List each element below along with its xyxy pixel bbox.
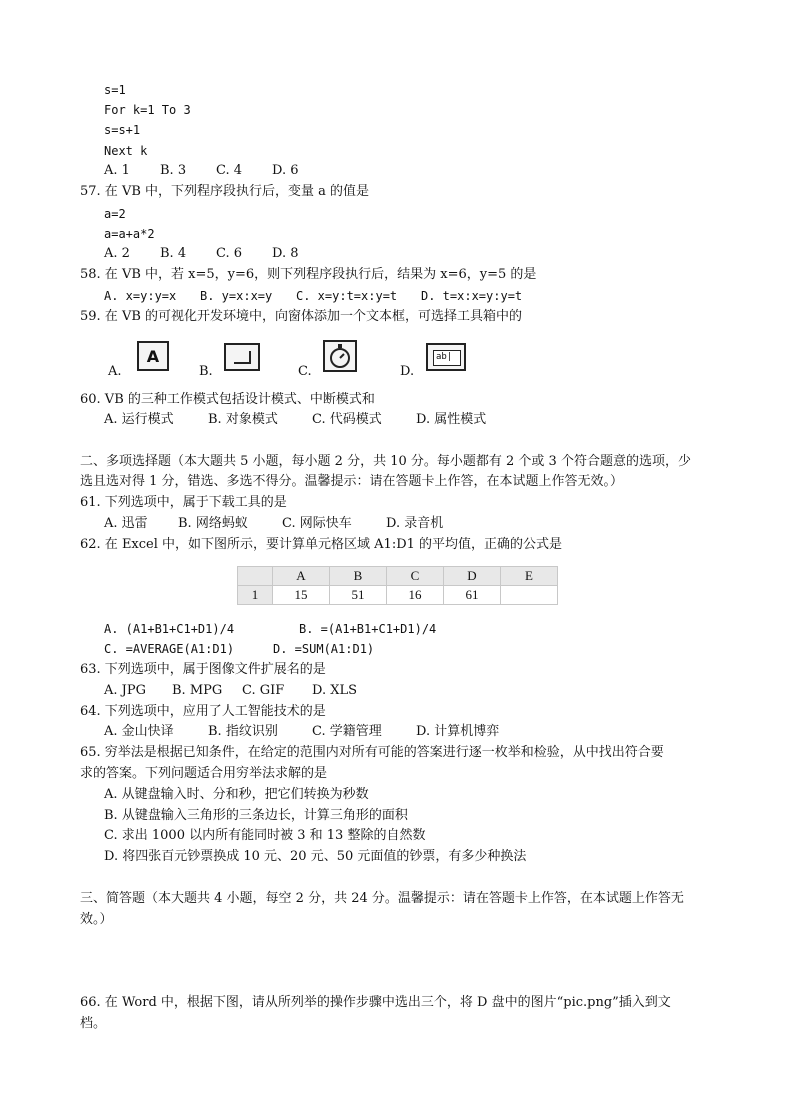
question-stem: 61. 下列选项中，属于下载工具的是 [80, 495, 287, 510]
section-header: 效。） [80, 912, 113, 927]
option: B. 3 [160, 163, 187, 178]
label-tool-icon [137, 341, 169, 371]
section-header: 三、简答题（本大题共 4 小题，每空 2 分，共 24 分。温馨提示：请在答题卡上作答，在本试题上作答无 [80, 891, 684, 906]
excel-col-header: B [330, 567, 387, 586]
q57-options [104, 245, 299, 263]
option: C. 4 [216, 163, 243, 178]
option: C. 6 [216, 246, 243, 261]
q58-options [104, 287, 522, 305]
question-stem: 62. 在 Excel 中，如下图所示，要计算单元格区域 A1:D1 的平均值，正确的公式是 [80, 537, 563, 552]
option: B. 从键盘输入三角形的三条边长，计算三角形的面积 [104, 808, 408, 823]
question-stem: 64. 下列选项中，应用了人工智能技术的是 [80, 704, 326, 719]
code-line: a=2 [104, 207, 126, 221]
excel-header-row [238, 567, 558, 586]
option: B. 对象模式 [208, 412, 278, 427]
excel-row [238, 586, 558, 605]
section-header: 选且选对得 1 分，错选、多选不得分。温馨提示：请在答题卡上作答，在本试题上作答无效。） [80, 474, 624, 489]
option: D. XLS [312, 683, 358, 698]
option: A. 1 [104, 163, 130, 178]
option: C. 求出 1000 以内所有能同时被 3 和 13 整除的自然数 [104, 828, 426, 843]
option: A. x=y:y=x [104, 289, 177, 303]
code-line: s=1 [104, 83, 126, 97]
question-stem: 65. 穷举法是根据已知条件，在给定的范围内对所有可能的答案进行逐一枚举和检验，从中找出符合要 [80, 745, 664, 760]
option: B. 4 [160, 246, 187, 261]
excel-row-header: 1 [238, 586, 273, 605]
option: D. 将四张百元钞票换成 10 元、20 元、50 元面值的钞票，有多少种换法 [104, 849, 527, 864]
option: A. (A1+B1+C1+D1)/4 [104, 622, 235, 636]
option: C. x=y:t=x:y=t [296, 289, 398, 303]
option: A. 运行模式 [104, 412, 174, 427]
excel-grid [237, 566, 558, 605]
question-stem: 58. 在 VB 中，若 x=5，y=6，则下列程序段执行后，结果为 x=6，y=5 的是 [80, 267, 537, 282]
excel-cell: 61 [444, 586, 501, 605]
option: B. 指纹识别 [208, 724, 278, 739]
option: C. =AVERAGE(A1:D1) [104, 642, 235, 656]
question-stem: 57. 在 VB 中，下列程序段执行后，变量 a 的值是 [80, 184, 370, 199]
excel-col-header: C [387, 567, 444, 586]
option: C. GIF [242, 683, 285, 698]
question-stem: 60. VB 的三种工作模式包括设计模式、中断模式和 [80, 392, 375, 407]
option: A. 从键盘输入时、分和秒，把它们转换为秒数 [104, 787, 369, 802]
excel-cell: 51 [330, 586, 387, 605]
section-header: 二、多项选择题（本大题共 5 小题，每小题 2 分，共 10 分。每小题都有 2 个或 3 个符合题意的选项，少 [80, 454, 691, 469]
option: B. MPG [172, 683, 223, 698]
option: D. 计算机博弈 [416, 724, 500, 739]
question-stem: 59. 在 VB 的可视化开发环境中，向窗体添加一个文本框，可选择工具箱中的 [80, 309, 523, 324]
excel-cell: 15 [273, 586, 330, 605]
excel-cell: 16 [387, 586, 444, 605]
option: D. t=x:x=y:y=t [421, 289, 523, 303]
option: D. =SUM(A1:D1) [273, 642, 375, 656]
option: C. 代码模式 [312, 412, 382, 427]
excel-col-header: D [444, 567, 501, 586]
excel-corner-cell [238, 567, 273, 586]
code-line: For k=1 To 3 [104, 103, 191, 117]
excel-col-header: A [273, 567, 330, 586]
excel-col-header: E [501, 567, 558, 586]
code-line: Next k [104, 144, 148, 158]
q60-options [104, 411, 486, 429]
option: B. y=x:x=y [200, 289, 273, 303]
option: A. JPG [104, 683, 146, 698]
option-letter: C. [298, 364, 312, 379]
excel-cell [501, 586, 558, 605]
option: C. 网际快车 [282, 516, 352, 531]
option-letter: B. [199, 364, 213, 379]
option-letter: D. [400, 364, 415, 379]
timer-tool-icon [323, 340, 357, 372]
label-tool-letter: A [146, 347, 160, 366]
question-stem: 求的答案。下列问题适合用穷举法求解的是 [80, 766, 328, 781]
textbox-tool-label: ab| [436, 352, 453, 362]
question-stem: 66. 在 Word 中，根据下图，请从所列举的操作步骤中选出三个，将 D 盘中的图片“pic.png”插入到文 [80, 995, 671, 1010]
code-line: s=s+1 [104, 123, 141, 137]
q61-options [104, 515, 443, 533]
option-letter: A. [108, 364, 122, 379]
q63-options [104, 682, 357, 700]
option: D. 6 [272, 163, 299, 178]
code-line: a=a+a*2 [104, 227, 155, 241]
option: B. =(A1+B1+C1+D1)/4 [299, 622, 437, 636]
textbox-tool-icon [426, 343, 466, 371]
option: A. 金山快译 [104, 724, 174, 739]
option: B. 网络蚂蚁 [178, 516, 248, 531]
question-stem: 63. 下列选项中，属于图像文件扩展名的是 [80, 662, 326, 677]
frame-tool-icon [224, 343, 260, 371]
q56-options [104, 162, 299, 180]
option: D. 属性模式 [416, 412, 487, 427]
question-stem: 档。 [80, 1016, 107, 1031]
option: D. 录音机 [386, 516, 444, 531]
option: C. 学籍管理 [312, 724, 382, 739]
option: A. 2 [104, 246, 130, 261]
option: D. 8 [272, 246, 299, 261]
q64-options [104, 723, 499, 741]
option: A. 迅雷 [104, 516, 148, 531]
